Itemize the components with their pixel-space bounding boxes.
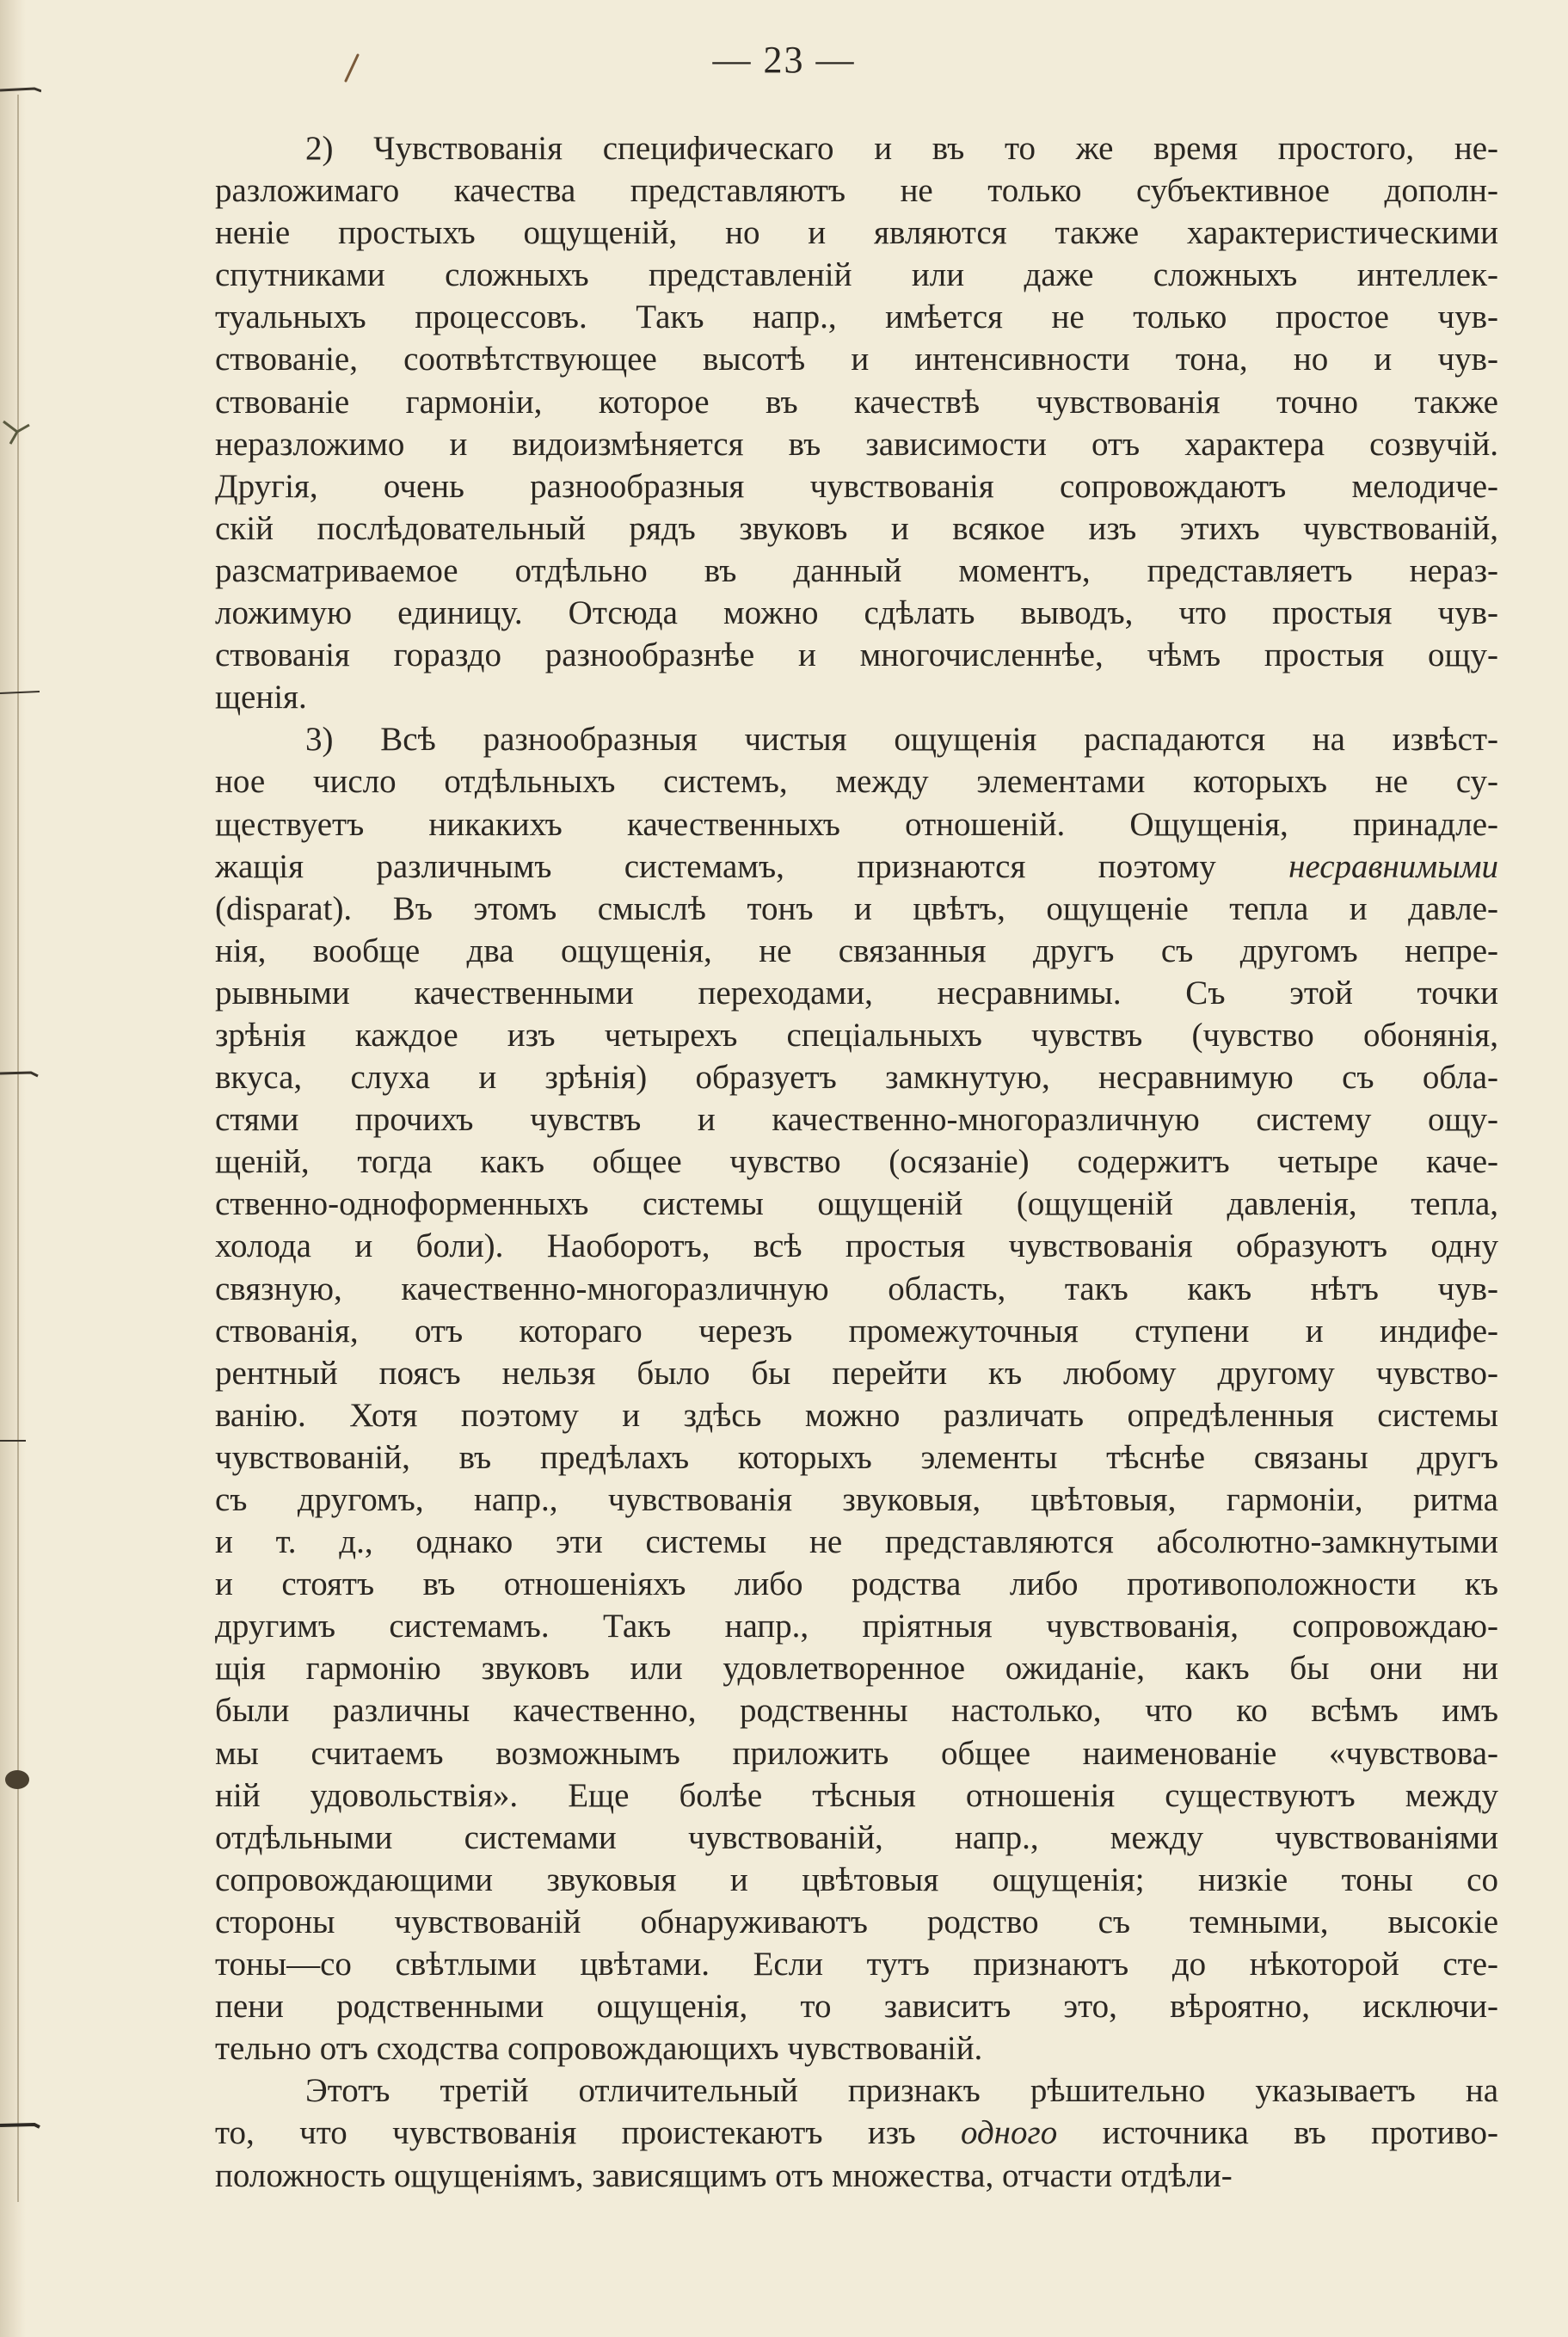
- text-run: туальныхъ процессовъ. Такъ напр., имѣется не только простое чув-: [215, 298, 1498, 336]
- text-line: [215, 254, 1498, 296]
- binding-thread-icon: [0, 1436, 41, 1445]
- text-line: [215, 888, 1498, 930]
- text-run: рывными качественными переходами, несравнимы. Съ этой точки: [215, 974, 1498, 1012]
- text-line: [215, 1689, 1498, 1731]
- text-run: то, что чувствованія проистекаютъ изъ: [215, 2114, 961, 2152]
- text-line: [215, 846, 1498, 888]
- text-line: [215, 1394, 1498, 1436]
- italic-emphasis: одного: [960, 2114, 1058, 2152]
- text-run: другимъ системамъ. Такъ напр., пріятныя чувствованія, сопровождаю-: [215, 1608, 1498, 1645]
- text-run: холода и боли). Наоборотъ, всѣ простыя чувствованія образуютъ одну: [215, 1227, 1498, 1265]
- text-line: [215, 1859, 1498, 1901]
- text-run: ствованіе, соотвѣтствующее высотѣ и интенсивности тона, но и чув-: [215, 341, 1498, 378]
- binding-thread-icon: [0, 688, 41, 697]
- body-text: [215, 127, 1498, 2197]
- italic-emphasis: несравнимыми: [1288, 847, 1498, 885]
- text-line: [215, 127, 1498, 169]
- binding-thread-icon: [0, 1768, 41, 1793]
- text-line: [215, 338, 1498, 380]
- text-run: щеній, тогда какъ общее чувство (осязаніе) содержитъ четыре каче-: [215, 1143, 1498, 1181]
- binding-thread-icon: [0, 86, 41, 95]
- text-run: ній удовольствія». Еще болѣе тѣсныя отношенія существуютъ между: [215, 1776, 1498, 1814]
- text-line: [215, 1268, 1498, 1310]
- text-run: скій послѣдовательный рядъ звуковъ и всякое изъ этихъ чувствованій,: [215, 509, 1498, 547]
- paragraph-p4: [215, 2069, 1498, 2196]
- binding-thread-icon: [0, 2121, 41, 2130]
- text-line: [215, 2027, 1498, 2069]
- text-line: [215, 1436, 1498, 1479]
- text-run: вкуса, слуха и зрѣнія) образуетъ замкнутую, несравнимую съ обла-: [215, 1059, 1498, 1097]
- text-line: [215, 465, 1498, 507]
- text-line: [215, 1647, 1498, 1689]
- text-line: [215, 1605, 1498, 1647]
- text-line: [215, 507, 1498, 550]
- text-run: и т. д., однако эти системы не представляются абсолютно-замкнутыми: [215, 1523, 1498, 1561]
- paragraph-p3: [215, 718, 1498, 2069]
- text-run: разложимаго качества представляютъ не только субъективное дополн-: [215, 172, 1498, 210]
- text-run: пени родственными ощущенія, то зависитъ это, вѣроятно, исключи-: [215, 1988, 1498, 2026]
- binding-thread-icon: [0, 420, 41, 446]
- text-line: [215, 1479, 1498, 1521]
- text-line: [215, 1225, 1498, 1267]
- text-run: жащія различнымъ системамъ, признаются поэтому: [215, 847, 1289, 885]
- text-run: ложимую единицу. Отсюда можно сдѣлать выводъ, что простыя чув-: [215, 594, 1498, 632]
- text-line: [215, 1352, 1498, 1394]
- text-run: ществуетъ никакихъ качественныхъ отношеній. Ощущенія, принадле-: [215, 805, 1498, 843]
- text-line: [215, 1056, 1498, 1098]
- text-line: [215, 803, 1498, 846]
- text-run: источника въ противо-: [1057, 2114, 1498, 2152]
- page-number: — 23 —: [712, 39, 856, 81]
- binding-edge-line: [17, 95, 19, 2202]
- text-run: неніе простыхъ ощущеній, но и являются также характеристическими: [215, 214, 1498, 252]
- text-run: 3) Всѣ разнообразныя чистыя ощущенія распадаются на извѣст-: [305, 721, 1498, 759]
- text-line: [215, 592, 1498, 634]
- text-line: [215, 1943, 1498, 1985]
- text-line: [215, 1014, 1498, 1056]
- text-run: чувствованій, въ предѣлахъ которыхъ элементы тѣснѣе связаны другъ: [215, 1438, 1498, 1476]
- text-line: [215, 972, 1498, 1014]
- text-line: [215, 930, 1498, 972]
- binding-gutter: [0, 0, 26, 2337]
- text-line: [215, 1521, 1498, 1563]
- paragraph-p2: [215, 127, 1498, 718]
- text-run: спутниками сложныхъ представленій или даже сложныхъ интеллек-: [215, 256, 1498, 294]
- text-run: мы считаемъ возможнымъ приложить общее наименованіе «чувствова-: [215, 1734, 1498, 1772]
- text-run: положность ощущеніямъ, зависящимъ отъ множества, отчасти отдѣли-: [215, 2156, 1233, 2194]
- text-run: ванію. Хотя поэтому и здѣсь можно различать опредѣленныя системы: [215, 1396, 1498, 1434]
- text-run: щія гармонію звуковъ или удовлетворенное ожиданіе, какъ бы они ни: [215, 1650, 1498, 1688]
- text-run: щенія.: [215, 679, 307, 716]
- text-run: и стоятъ въ отношеніяхъ либо родства либо противоположности къ: [215, 1565, 1498, 1603]
- text-line: [215, 169, 1498, 212]
- text-line: [215, 634, 1498, 676]
- text-line: [215, 381, 1498, 423]
- text-line: [215, 1183, 1498, 1225]
- text-line: [215, 2069, 1498, 2112]
- text-run: съ другомъ, напр., чувствованія звуковыя, цвѣтовыя, гармоніи, ритма: [215, 1481, 1498, 1518]
- text-run: зрѣнія каждое изъ четырехъ спеціальныхъ чувствъ (чувство обонянія,: [215, 1016, 1498, 1054]
- text-run: ствованіе гармоніи, которое въ качествѣ чувствованія точно также: [215, 383, 1498, 421]
- text-run: Этотъ третій отличительный признакъ рѣшительно указываетъ на: [305, 2072, 1498, 2110]
- text-line: [215, 1098, 1498, 1141]
- text-line: [215, 550, 1498, 592]
- text-line: [215, 1563, 1498, 1605]
- text-run: стями прочихъ чувствъ и качественно-многоразличную систему ощу-: [215, 1101, 1498, 1139]
- text-run: 2) Чувствованія специфическаго и въ то же время простого, не-: [305, 130, 1498, 167]
- text-run: разсматриваемое отдѣльно въ данный моментъ, представляетъ нераз-: [215, 551, 1498, 589]
- text-line: [215, 1901, 1498, 1943]
- text-run: тоны—со свѣтлыми цвѣтами. Если тутъ признаютъ до нѣкоторой сте-: [215, 1946, 1498, 1983]
- text-line: [215, 718, 1498, 760]
- binding-thread-icon: [0, 1069, 41, 1078]
- text-run: нія, вообще два ощущенія, не связанныя другъ съ другомъ непре-: [215, 932, 1498, 969]
- text-run: ное число отдѣльныхъ системъ, между элементами которыхъ не су-: [215, 763, 1498, 801]
- text-line: [215, 2112, 1498, 2154]
- text-run: сопровождающими звуковыя и цвѣтовыя ощущенія; низкіе тоны со: [215, 1860, 1498, 1898]
- text-line: [215, 296, 1498, 338]
- text-run: (disparat). Въ этомъ смыслѣ тонъ и цвѣтъ, ощущеніе тепла и давле-: [215, 889, 1498, 927]
- text-run: тельно отъ сходства сопровождающихъ чувствованій.: [215, 2030, 983, 2068]
- text-line: [215, 1774, 1498, 1817]
- text-line: [215, 760, 1498, 803]
- text-run: рентный поясъ нельзя было бы перейти къ любому другому чувство-: [215, 1354, 1498, 1392]
- text-line: [215, 1141, 1498, 1183]
- text-run: были различны качественно, родственны настолько, что ко всѣмъ имъ: [215, 1692, 1498, 1730]
- text-run: неразложимо и видоизмѣняется въ зависимости отъ характера созвучій.: [215, 425, 1498, 463]
- text-line: [215, 1310, 1498, 1352]
- text-line: [215, 212, 1498, 254]
- text-run: отдѣльными системами чувствованій, напр., между чувствованіями: [215, 1818, 1498, 1856]
- text-run: связную, качественно-многоразличную область, такъ какъ нѣтъ чув-: [215, 1270, 1498, 1307]
- text-line: [215, 676, 1498, 718]
- text-line: [215, 2155, 1498, 2197]
- text-run: ственно-одноформенныхъ системы ощущеній (ощущеній давленія, тепла,: [215, 1185, 1498, 1223]
- text-line: [215, 1817, 1498, 1859]
- text-run: стороны чувствованій обнаруживаютъ родство съ темными, высокіе: [215, 1903, 1498, 1940]
- text-run: ствованія гораздо разнообразнѣе и многочисленнѣе, чѣмъ простыя ощу-: [215, 637, 1498, 674]
- text-line: [215, 423, 1498, 465]
- text-run: ствованія, отъ котораго черезъ промежуточныя ступени и индифе-: [215, 1312, 1498, 1350]
- text-run: Другія, очень разнообразныя чувствованія сопровождаютъ мелодиче-: [215, 467, 1498, 505]
- text-line: [215, 1732, 1498, 1774]
- text-line: [215, 1985, 1498, 2027]
